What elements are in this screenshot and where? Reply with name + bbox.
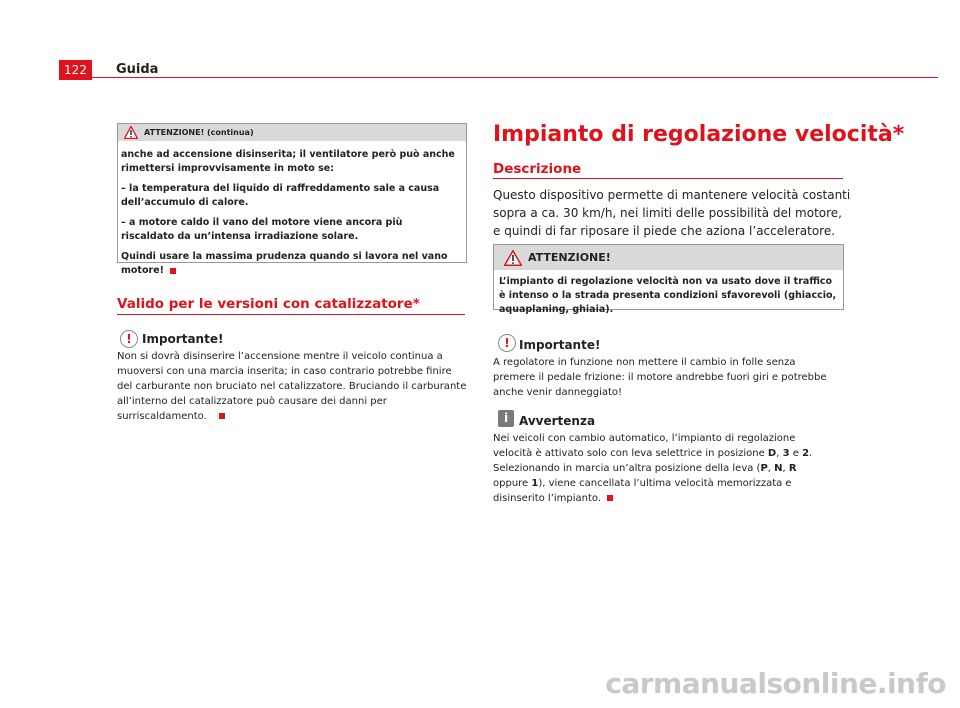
warning-closing-text: Quindi usare la massima prudenza quando si lavora nel vano motore!: [121, 251, 448, 276]
warning-paragraph: anche ad accensione disinserita; il ventilatore però può anche rimettersi improvvisamente in moto se:: [121, 149, 455, 174]
red-square-icon: [607, 495, 613, 501]
exclamation-circle-icon: !: [498, 334, 516, 352]
warning-box-continued: [117, 123, 467, 276]
gear-position: 2: [802, 448, 810, 459]
note-title: Avvertenza: [519, 414, 596, 428]
important-text-block: [117, 349, 467, 424]
header-rule: [92, 77, 938, 78]
intro-paragraph: Questo dispositivo permette di mantenere velocità costanti sopra a ca. 30 km/h, nei limiti delle possibilità del motore, e quindi di far riposare il piede che aziona l’acceleratore.: [493, 188, 851, 238]
section-title-catalyst: Valido per le versioni con catalizzatore*: [117, 296, 420, 312]
warning-paragraph: [121, 250, 458, 278]
warning-box-body: [494, 270, 843, 317]
warning-triangle-icon: [124, 126, 138, 139]
important-text: Non si dovrà disinserire l’accensione mentre il veicolo continua a muoversi con una marcia inserita; in caso contrario potrebbe finire del carburante non bruciato nel catalizzatore. Bruciando il carburante all’interno del catalizzatore può causare dei danni per surriscaldamento.: [117, 351, 467, 422]
section-rule: [117, 314, 465, 315]
gear-position: D: [767, 448, 777, 459]
important-title: Importante!: [519, 338, 601, 352]
note-separator: ,: [782, 463, 789, 474]
page-number: 122: [59, 60, 92, 80]
note-text: ), viene cancellata l’ultima velocità memorizzata e disinserito l’impianto.: [493, 478, 792, 504]
warning-box-title: ATTENZIONE! (continua): [144, 128, 254, 137]
red-square-icon: [170, 268, 176, 274]
important-text: A regolatore in funzione non mettere il cambio in folle senza premere il pedale frizione: il motore andrebbe fuori giri e potrebbe anche venir danneggiato!: [493, 357, 827, 398]
warning-box-header: [494, 245, 843, 270]
note-text-block: [493, 431, 833, 506]
header-title: Guida: [116, 62, 159, 77]
gear-position: N: [774, 463, 783, 474]
warning-box-header: [118, 124, 466, 141]
note-text: Nei veicoli con cambio automatico, l’impianto di regolazione velocità è attivato solo con leva selettrice in posizione: [493, 433, 796, 459]
note-separator: ,: [776, 448, 783, 459]
note-separator: e: [789, 448, 803, 459]
warning-text: L’impianto di regolazione velocità non va usato dove il traffico è intenso o la strada presenta condizioni sfavorevoli (ghiaccio, aquaplaning, ghiaia).: [499, 276, 837, 315]
warning-triangle-icon: [504, 250, 522, 266]
warning-bullet: – la temperatura del liquido di raffreddamento sale a causa dell’accumulo di calore.: [121, 183, 440, 208]
gear-position: 1: [531, 478, 539, 489]
warning-box: [493, 244, 844, 315]
note-separator: oppure: [493, 478, 532, 489]
section-rule: [493, 178, 843, 179]
main-title: Impianto di regolazione velocità*: [493, 122, 905, 147]
exclamation-circle-icon: !: [120, 330, 138, 348]
section-title-description: Descrizione: [493, 161, 582, 177]
gear-position: R: [788, 463, 797, 474]
note-text: . Selezionando in marcia un’altra posizione della leva (: [493, 448, 813, 474]
warning-box-title: ATTENZIONE!: [528, 251, 611, 264]
gear-position: 3: [782, 448, 790, 459]
red-square-icon: [219, 413, 225, 419]
gear-position: P: [760, 463, 768, 474]
important-title: Importante!: [142, 332, 224, 346]
watermark: carmanualsonline.info: [605, 667, 946, 700]
warning-bullet: – a motore caldo il vano del motore viene ancora più riscaldato da un’intensa irradiazione solare.: [121, 217, 403, 242]
info-note-icon: i: [498, 410, 514, 427]
note-separator: ,: [767, 463, 775, 474]
warning-box-body: [118, 141, 466, 278]
